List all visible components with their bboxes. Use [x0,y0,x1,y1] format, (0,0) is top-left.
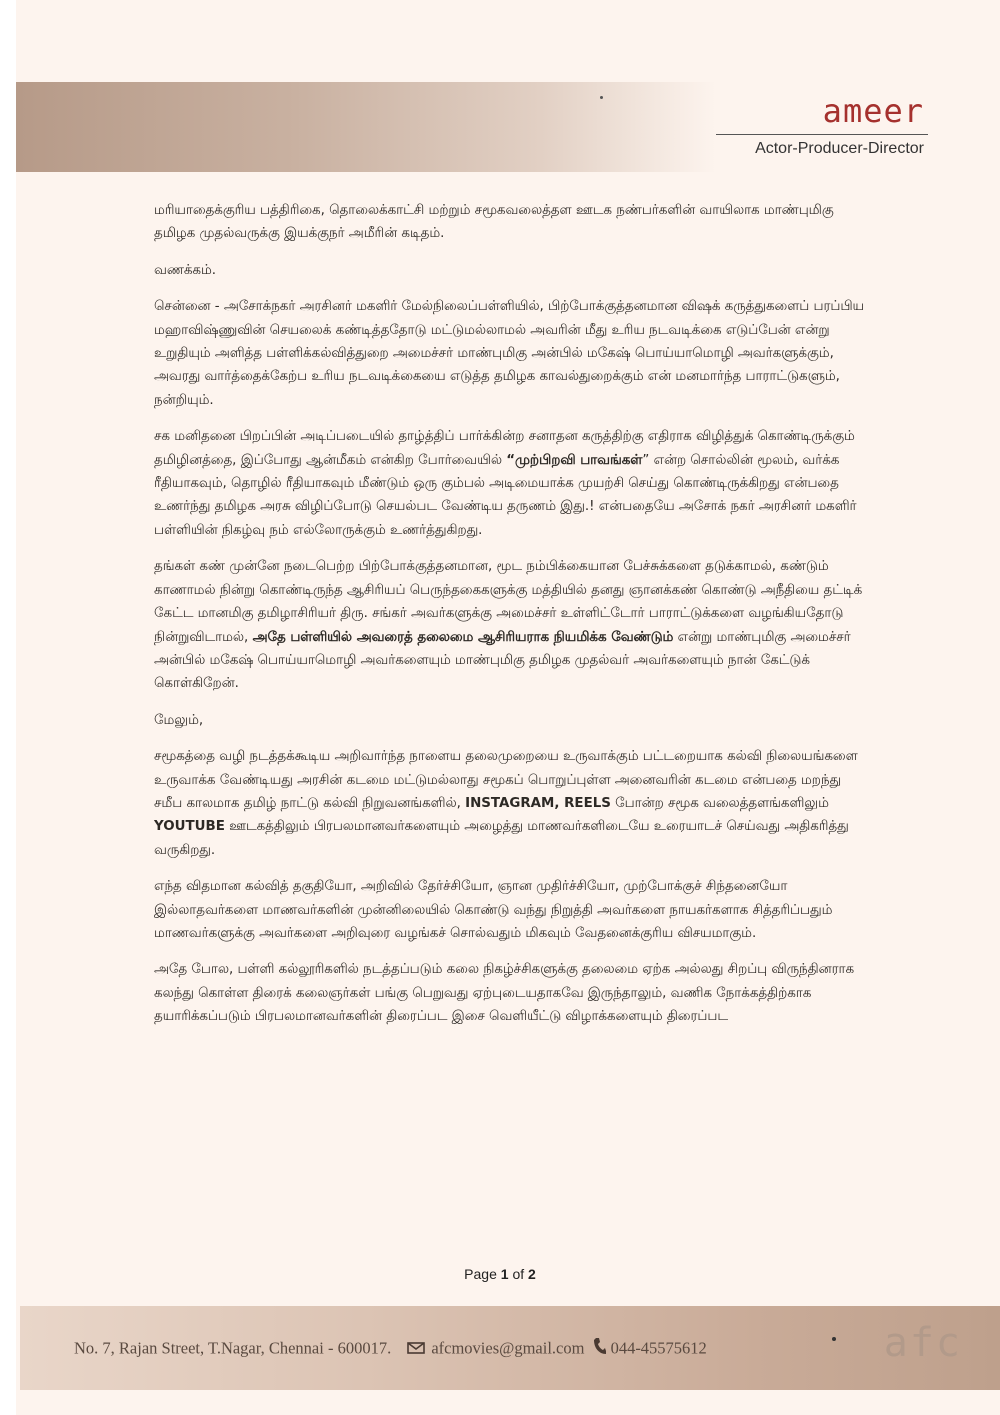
envelope-icon [407,1339,425,1359]
greeting: வணக்கம். [154,262,217,278]
paragraph-teacher-request [154,555,870,695]
footer-email: afcmovies@gmail.com [431,1338,585,1358]
letterhead-logo-name: ameer [822,92,924,130]
page-of-label: of [508,1266,529,1282]
paragraph-text: ஊடகத்திலும் பிரபலமானவர்களையும் அழைத்து மாணவர்களிடையே உரையாடச் செய்வது அதிகரித்து வருகிறது. [154,819,849,858]
footer-contact [74,1337,707,1360]
page-label: Page [464,1266,501,1282]
salutation-heading: மரியாதைக்குரிய பத்திரிகை, தொலைக்காட்சி மற்றும் சமூகவலைத்தள ஊடக நண்பர்களின் வாயிலாக மாண்புமிகு தமிழக முதல்வருக்கு இயக்குநர் அமீரின் கடிதம். [154,203,834,242]
paragraph-text: ” என்ற சொல்லின் மூலம், வர்க்க ரீதியாகவும், தொழில் ரீதியாகவும் மீண்டும் ஒரு கும்பல் அடிமையாக்க முயற்சி செய்து கொண்டிருக்கிறது என்பதை உணர்ந்து தமிழக அரசு விழிப்போடு செயல்பட வேண்டிய தருணம் இது.! என்பதையே அசோக் நகர் அரசினர் மகளிர் பள்ளியின் நிகழ்வு நம் எல்லோருக்கும் உணர்த்துகிறது. [154,452,857,538]
transition-word: மேலும், [154,712,204,728]
paragraph-role-models: எந்த விதமான கல்வித் தகுதியோ, அறிவில் தேர்ச்சியோ, ஞான முதிர்ச்சியோ, முற்போக்குச் சிந்தனையோ இல்லாதவர்களை மாணவர்களின் முன்னிலையில் கொண்டு வந்து நிறுத்தி அவர்களை நாயகர்களாக சித்தரிப்பதும் மாணவர்களுக்கு அவர்களை அறிவுரை வழங்கச் சொல்வதும் மிகவும் வேதனைக்குரிய விசயமாகும். [154,879,833,941]
paragraph-film-events: அதே போல, பள்ளி கல்லூரிகளில் நடத்தப்படும் கலை நிகழ்ச்சிகளுக்கு தலைமை ஏற்க அல்லது சிறப்பு விருந்தினராக கலந்து கொள்ள திரைக் கலைஞர்கள் பங்கு பெறுவது ஏற்புடையதாகவே இருந்தாலும், வணிக நோக்கத்திற்காக தயாரிக்கப்படும் பிரபலமானவர்களின் திரைப்பட இசை வெளியீட்டு விழாக்களையும் திரைப்பட [154,962,855,1025]
page-number [0,1266,1000,1282]
footer-logo: afc [883,1320,962,1366]
letterhead-rule [716,134,928,135]
letter-body [154,199,870,1042]
letterhead-subtitle: Actor-Producer-Director [755,140,924,157]
phone-icon [593,1337,607,1360]
scan-speck [832,1337,836,1341]
scan-margin [0,0,16,1415]
emphasis-text: “முற்பிறவி பாவங்கள் [506,452,643,468]
paragraph-social-media [154,745,870,862]
page-current: 1 [500,1266,509,1282]
emphasis-text: INSTAGRAM, REELS [465,795,611,811]
emphasis-text: YOUTUBE [154,819,225,835]
emphasis-text: அதே பள்ளியில் அவரைத் தலைமை ஆசிரியராக நியமிக்க வேண்டும் [252,629,674,645]
paragraph-text: சமூகத்தை வழி நடத்தக்கூடிய அறிவார்ந்த நாளைய தலைமுறையை உருவாக்கும் பட்டறையாக கல்வி நிலையங்களை உருவாக்க வேண்டியது அரசின் கடமை மட்டுமல்லாது சமூகப் பொறுப்புள்ள அனைவரின் கடமை என்பதை மறந்து சமீப காலமாக தமிழ் நாட்டு கல்வி நிறுவனங்களில், [154,749,858,811]
paragraph-sanatana [154,425,870,542]
footer-phone: 044-45575612 [610,1338,707,1358]
page-total: 2 [528,1266,536,1282]
paragraph-text: சக மனிதனை பிறப்பின் அடிப்படையில் தாழ்த்திப் பார்க்கின்ற சனாதன கருத்திற்கு எதிராக விழித்துக் கொண்டிருக்கும் தமிழினத்தை, இப்போது ஆன்மீகம் என்கிற போர்வையில் [154,429,855,468]
paragraph-thanks: சென்னை - அசோக்நகர் அரசினர் மகளிர் மேல்நிலைப்பள்ளியில், பிற்போக்குத்தனமான விஷக் கருத்துகளைப் பரப்பிய மஹாவிஷ்ணுவின் செயலைக் கண்டித்ததோடு மட்டுமல்லாமல் அவரின் மீது உரிய நடவடிக்கை எடுப்பேன் என்று உறுதியும் அளித்த பள்ளிக்கல்வித்துறை அமைச்சர் மாண்புமிகு அன்பில் மகேஷ் பொய்யாமொழி அவர்களுக்கும், அவரது வார்த்தைக்கேற்ப உரிய நடவடிக்கையை எடுத்த தமிழக காவல்துறைக்கும் என் மனமார்ந்த பாராட்டுகளும், நன்றியும். [154,299,865,408]
paragraph-text: போன்ற சமூக வலைத்தளங்களிலும் [610,795,829,811]
scan-speck [600,96,603,99]
paragraph-text: என்று மாண்புமிகு அமைச்சர் அன்பில் மகேஷ் பொய்யாமொழி அவர்களையும் மாண்புமிகு தமிழக முதல்வர் அவர்களையும் நான் கேட்டுக் கொள்கிறேன். [154,629,851,692]
footer-address: No. 7, Rajan Street, T.Nagar, Chennai - 600017. [74,1338,392,1358]
paragraph-text: தங்கள் கண் முன்னே நடைபெற்ற பிற்போக்குத்தனமான, மூட நம்பிக்கையான பேச்சுக்களை தடுக்காமல், கண்டும் காணாமல் நின்று கொண்டிருந்த ஆசிரியப் பெருந்தகைகளுக்கு மத்தியில் தனது ஞானக்கண் கொண்டு அநீதியை தட்டிக் கேட்ட மானமிகு தமிழாசிரியர் திரு. சங்கர் அவர்களுக்கு அமைச்சர் உள்ளிட்டோர் பாராட்டுக்களை வழங்கியதோடு நின்றுவிடாமல், [154,559,863,645]
letterhead-band [16,82,716,172]
